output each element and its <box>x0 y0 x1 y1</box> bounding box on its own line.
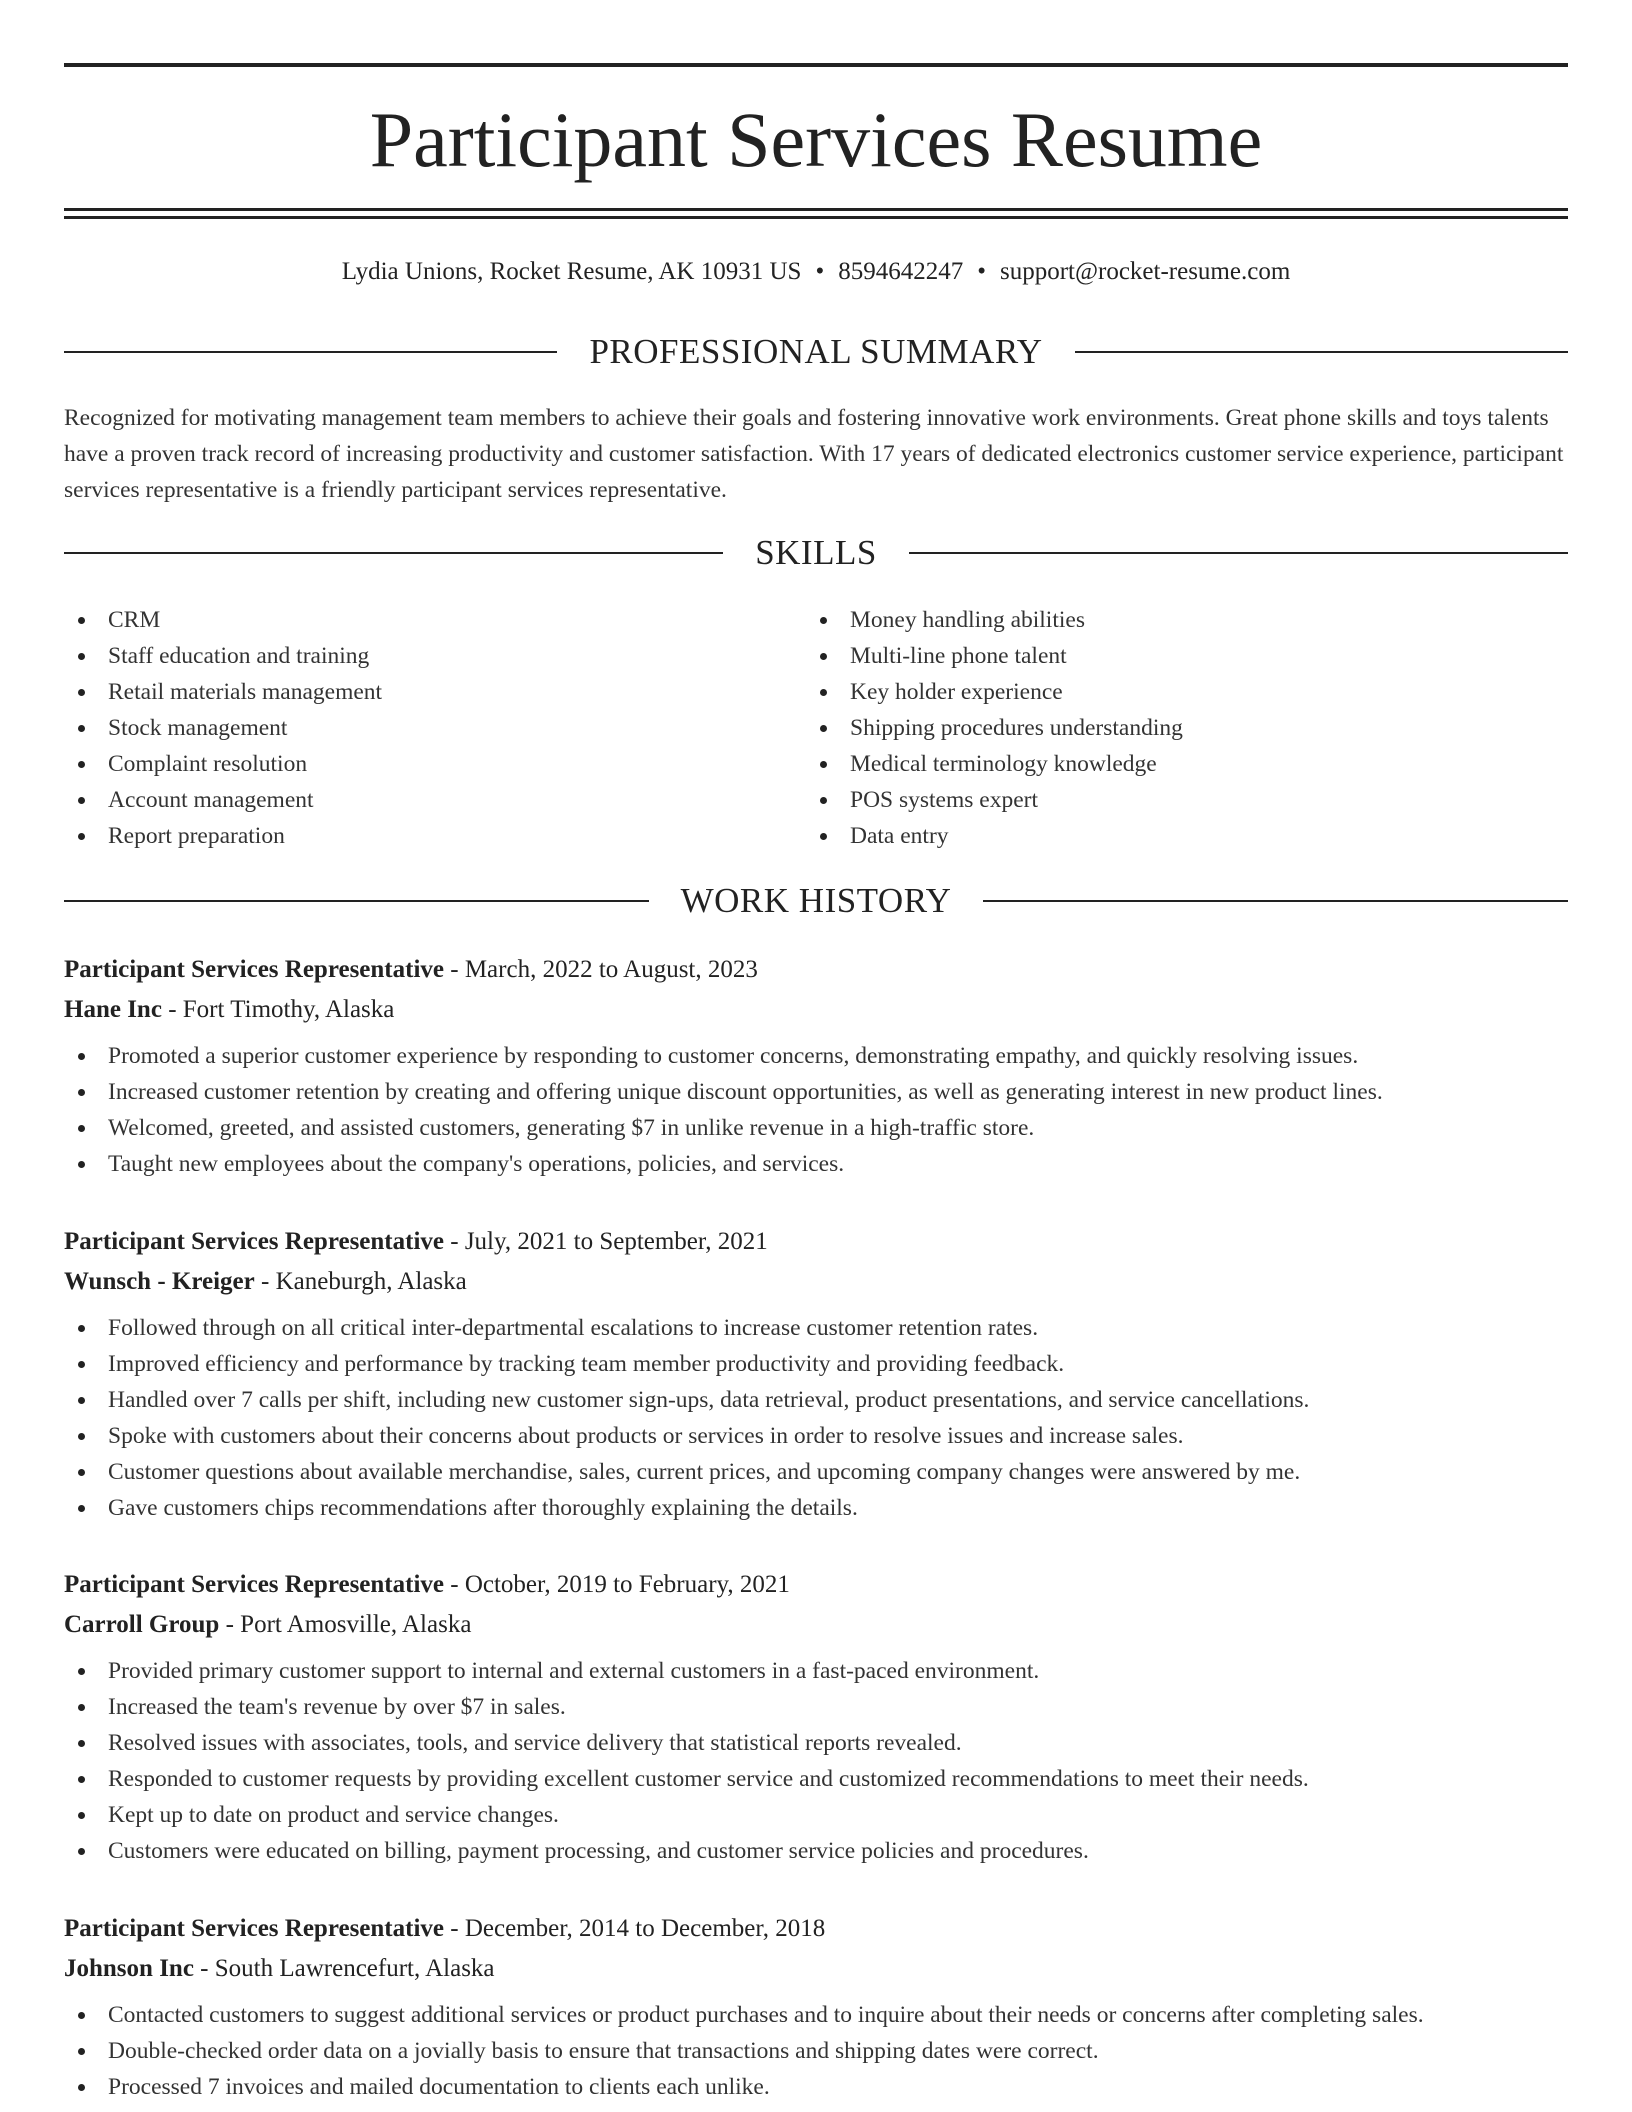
job-entry <box>64 1565 1568 1869</box>
skill-item: Shipping procedures understanding <box>806 710 1546 746</box>
skill-item: Retail materials management <box>64 674 804 710</box>
contact-line <box>64 255 1568 289</box>
job-bullet: Promoted a superior customer experience by responding to customer concerns, demonstrating empathy, and quickly resolving issues. <box>64 1038 1568 1074</box>
job-location: - South Lawrencefurt, Alaska <box>193 1955 495 1982</box>
summary-heading <box>64 332 1568 372</box>
job-title: Participant Services Representative <box>64 1571 444 1598</box>
job-title-line <box>64 1222 1568 1262</box>
job-bullets <box>64 1038 1568 1182</box>
job-bullet: Increased the team's revenue by over $7 in sales. <box>64 1689 1568 1725</box>
skill-item: Stock management <box>64 710 804 746</box>
job-dates: - December, 2014 to December, 2018 <box>444 1915 826 1942</box>
skill-item: Money handling abilities <box>806 602 1546 638</box>
heading-rule-left <box>64 900 649 902</box>
job-bullet: Increased customer retention by creating and offering unique discount opportunities, as well as generating interest in new product lines. <box>64 1074 1568 1110</box>
contact-address: Lydia Unions, Rocket Resume, AK 10931 US <box>341 258 802 285</box>
skill-item: Account management <box>64 782 804 818</box>
job-bullets <box>64 1653 1568 1869</box>
job-entry <box>64 950 1568 1182</box>
header-double-rule-lower <box>64 216 1568 219</box>
job-company: Johnson Inc <box>64 1955 194 1982</box>
job-title: Participant Services Representative <box>64 1915 444 1942</box>
heading-rule-right <box>909 552 1568 554</box>
job-company-line <box>64 1949 1568 1989</box>
job-bullet: Improved efficiency and performance by tracking team member productivity and providing feedback. <box>64 1346 1568 1382</box>
job-bullet: Contacted customers to suggest additional services or product purchases and to inquire about their needs or concerns after completing sales. <box>64 1997 1568 2033</box>
contact-phone: 8594642247 <box>838 258 964 285</box>
job-company-line <box>64 1605 1568 1645</box>
work-history-heading <box>64 881 1568 921</box>
job-title: Participant Services Representative <box>64 1228 444 1255</box>
job-bullets <box>64 1310 1568 1526</box>
job-bullet: Resolved issues with associates, tools, and service delivery that statistical reports revealed. <box>64 1725 1568 1761</box>
job-bullet: Customer questions about available merchandise, sales, current prices, and upcoming company changes were answered by me. <box>64 1454 1568 1490</box>
contact-separator: • <box>977 258 986 285</box>
job-dates: - July, 2021 to September, 2021 <box>444 1228 768 1255</box>
job-bullet: Double-checked order data on a jovially basis to ensure that transactions and shipping dates were correct. <box>64 2033 1568 2069</box>
header-double-rule-upper <box>64 208 1568 211</box>
job-bullet: Responded to customer requests by providing excellent customer service and customized recommendations to meet their needs. <box>64 1761 1568 1797</box>
skills-list-right <box>806 602 1546 854</box>
job-entry <box>64 1909 1568 2105</box>
skill-item: Complaint resolution <box>64 746 804 782</box>
summary-heading-label: PROFESSIONAL SUMMARY <box>589 332 1043 371</box>
job-title-line <box>64 1909 1568 1949</box>
job-location: - Kaneburgh, Alaska <box>254 1268 467 1295</box>
heading-rule-right <box>983 900 1568 902</box>
job-company-line <box>64 1262 1568 1302</box>
job-dates: - March, 2022 to August, 2023 <box>444 956 758 983</box>
job-title: Participant Services Representative <box>64 956 444 983</box>
job-location: - Fort Timothy, Alaska <box>161 996 395 1023</box>
job-bullet: Welcomed, greeted, and assisted customers, generating $7 in unlike revenue in a high-traffic store. <box>64 1110 1568 1146</box>
job-location: - Port Amosville, Alaska <box>219 1611 472 1638</box>
job-bullet: Handled over 7 calls per shift, including new customer sign-ups, data retrieval, product presentations, and service cancellations. <box>64 1382 1568 1418</box>
skill-item: Key holder experience <box>806 674 1546 710</box>
job-bullet: Processed 7 invoices and mailed documentation to clients each unlike. <box>64 2069 1568 2105</box>
job-company-line <box>64 990 1568 1030</box>
job-bullet: Taught new employees about the company's operations, policies, and services. <box>64 1146 1568 1182</box>
header-top-rule <box>64 63 1568 67</box>
job-bullet: Provided primary customer support to internal and external customers in a fast-paced environment. <box>64 1653 1568 1689</box>
job-title-line <box>64 950 1568 990</box>
job-dates: - October, 2019 to February, 2021 <box>444 1571 790 1598</box>
skills-heading <box>64 533 1568 573</box>
heading-rule-left <box>64 552 723 554</box>
job-bullet: Kept up to date on product and service changes. <box>64 1797 1568 1833</box>
heading-rule-right <box>1075 351 1568 353</box>
job-title-line <box>64 1565 1568 1605</box>
skill-item: Multi-line phone talent <box>806 638 1546 674</box>
contact-separator: • <box>815 258 825 285</box>
contact-email: support@rocket-resume.com <box>999 258 1291 285</box>
job-bullet: Customers were educated on billing, payment processing, and customer service policies and procedures. <box>64 1833 1568 1869</box>
resume-title: Participant Services Resume <box>369 96 1263 183</box>
skill-item: CRM <box>64 602 804 638</box>
summary-text: Recognized for motivating management team members to achieve their goals and fostering innovative work environments. Great phone skills and toys talents have a proven track record of increasing productivity and customer satisfaction. With 17 years of dedicated electronics customer service experience, participant services representative is a friendly participant services representative. <box>64 405 1564 503</box>
skill-item: POS systems expert <box>806 782 1546 818</box>
job-company: Carroll Group <box>64 1611 220 1638</box>
job-company: Wunsch - Kreiger <box>64 1268 255 1295</box>
skills-heading-label: SKILLS <box>755 533 877 572</box>
skills-list-left <box>64 602 804 854</box>
job-bullets <box>64 1997 1568 2105</box>
skill-item: Data entry <box>806 818 1546 854</box>
skill-item: Medical terminology knowledge <box>806 746 1546 782</box>
job-bullet: Gave customers chips recommendations after thoroughly explaining the details. <box>64 1490 1568 1526</box>
skill-item: Report preparation <box>64 818 804 854</box>
job-bullet: Spoke with customers about their concerns about products or services in order to resolve issues and increase sales. <box>64 1418 1568 1454</box>
skill-item: Staff education and training <box>64 638 804 674</box>
work-history-heading-label: WORK HISTORY <box>680 881 952 920</box>
job-company: Hane Inc <box>64 996 162 1023</box>
job-entry <box>64 1222 1568 1526</box>
job-bullet: Followed through on all critical inter-departmental escalations to increase customer retention rates. <box>64 1310 1568 1346</box>
heading-rule-left <box>64 351 557 353</box>
